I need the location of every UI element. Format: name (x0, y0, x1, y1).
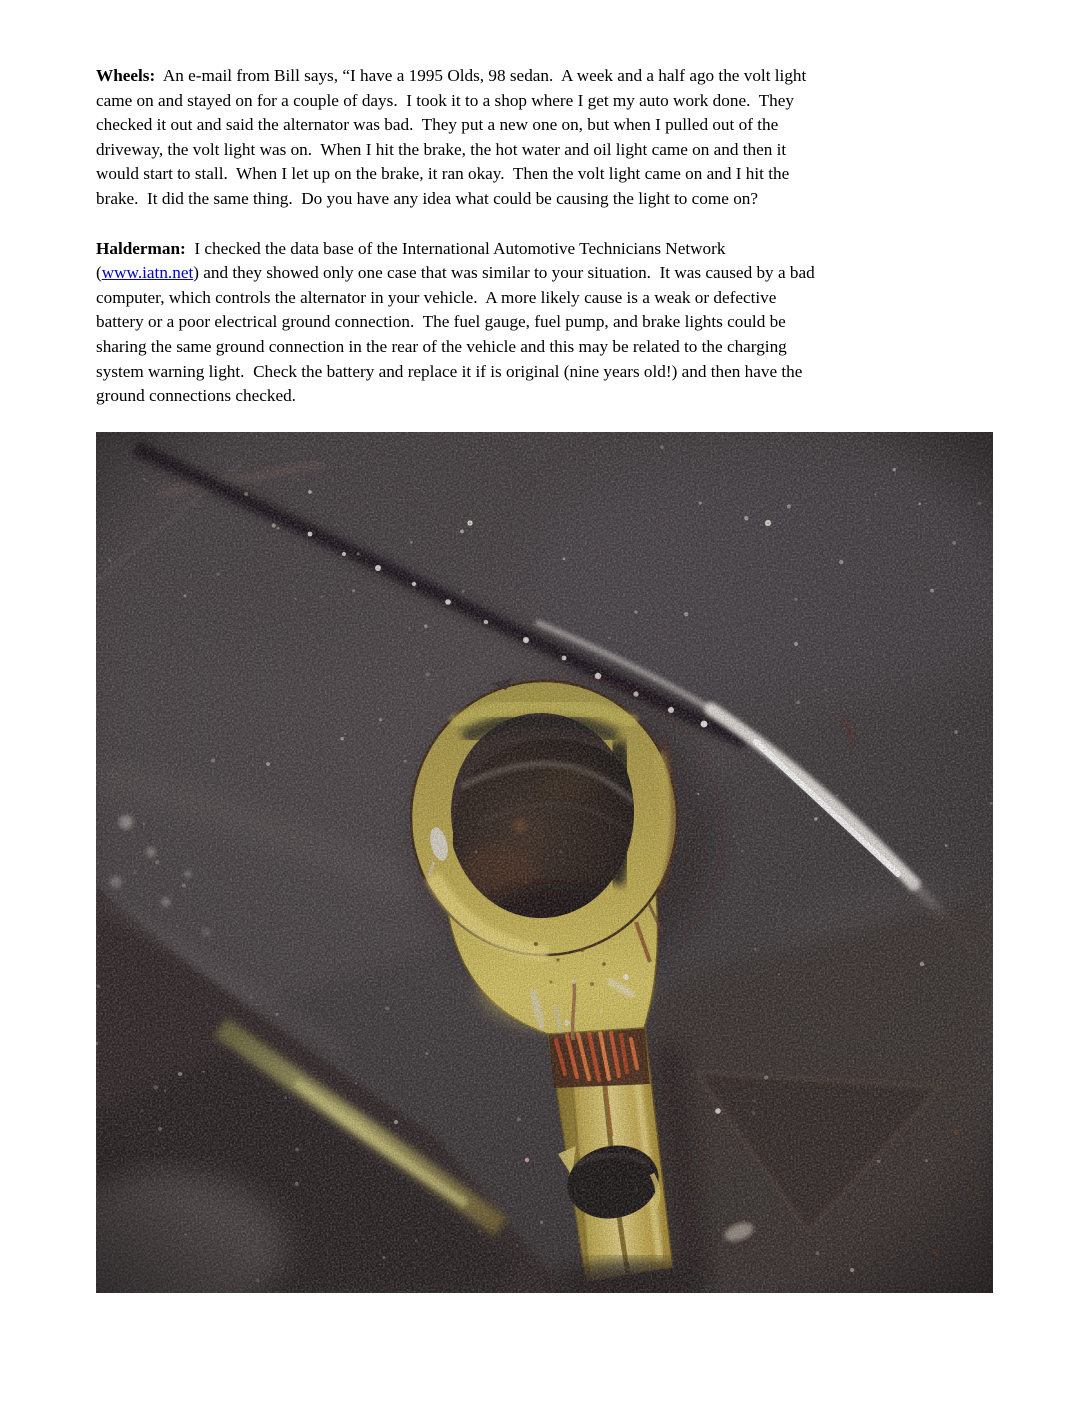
body-text: ground connections checked. (96, 386, 296, 406)
text-line (96, 261, 996, 286)
vignette (96, 432, 993, 1293)
text-line (96, 286, 996, 311)
ring-terminal-photo-figure (96, 432, 993, 1293)
body-text: An e-mail from Bill says, “I have a 1995 Olds, 98 sedan. A week and a half ago the volt light (155, 66, 807, 85)
speaker-label: Wheels: (96, 66, 156, 85)
text-line (96, 187, 996, 212)
text-line (96, 310, 996, 335)
body-text: I checked the data base of the International Automotive Technicians Network (185, 238, 726, 258)
speaker-label: Halderman: (96, 238, 186, 258)
body-text: ( (96, 263, 102, 283)
text-line (96, 64, 996, 89)
body-text: ) and they showed only one case that was similar to your situation. It was caused by a bad (193, 263, 815, 283)
body-text: battery or a poor electrical ground connection. The fuel gauge, fuel pump, and brake lights could be (96, 312, 786, 332)
iatn-link[interactable]: www.iatn.net (101, 263, 194, 283)
body-text: system warning light. Check the battery and replace it if is original (nine years old!) and then have the (96, 361, 803, 381)
body-text: brake. It did the same thing. Do you have any idea what could be causing the light to come on? (96, 188, 759, 208)
body-text: came on and stayed on for a couple of days. I took it to a shop where I get my auto work done. They (96, 90, 794, 110)
text-line (96, 237, 996, 262)
body-text: computer, which controls the alternator in your vehicle. A more likely cause is a weak or defective (96, 287, 777, 307)
text-line (96, 89, 996, 114)
article-text (96, 64, 996, 409)
text-line (96, 162, 996, 187)
halderman-answer (96, 237, 996, 409)
body-text: sharing the same ground connection in the rear of the vehicle and this may be related to the charging (96, 336, 787, 356)
ring-terminal-photo (96, 432, 993, 1293)
text-line (96, 113, 996, 138)
text-line (96, 138, 996, 163)
text-line (96, 360, 996, 385)
wheels-question (96, 64, 996, 212)
body-text: driveway, the volt light was on. When I hit the brake, the hot water and oil light came on and then it (96, 139, 787, 159)
body-text: checked it out and said the alternator was bad. They put a new one on, but when I pulled out of the (96, 115, 779, 135)
text-line (96, 384, 996, 409)
body-text: would start to stall. When I let up on the brake, it ran okay. Then the volt light came on and I hit the (96, 164, 790, 184)
text-line (96, 335, 996, 360)
